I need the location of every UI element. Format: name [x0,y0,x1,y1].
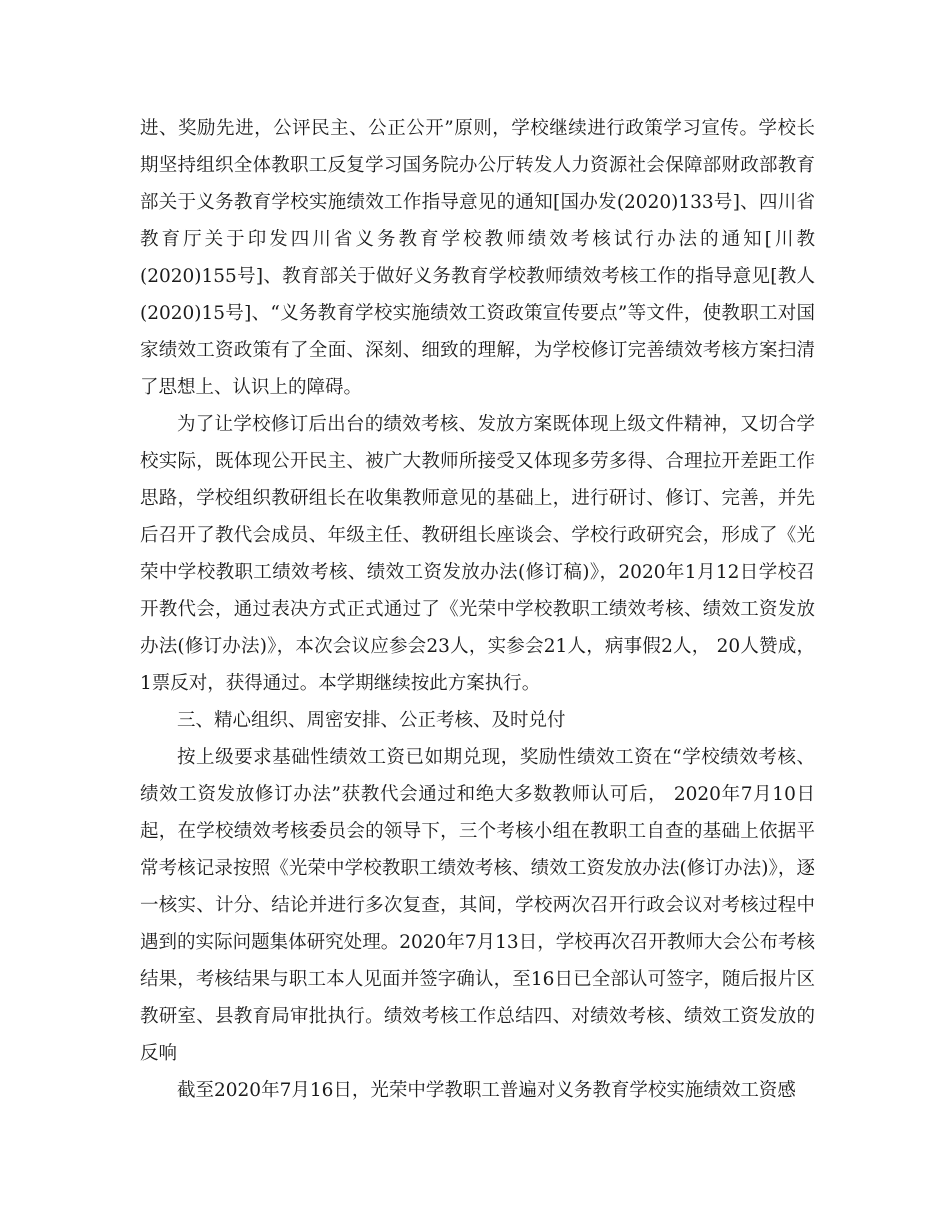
section-heading-three: 三、精心组织、周密安排、公正考核、及时兑付 [177,710,566,731]
document-page [140,110,815,1109]
paragraph-response: 截至2020年7月16日，光荣中学教职工普遍对义务教育学校实施绩效工资感 [177,1080,796,1101]
paragraph-plan-revision: 为了让学校修订后出台的绩效考核、发放方案既体现上级文件精神，又切合学校实际，既体现公开民主、被广大教师所接受又体现多劳多得、合理拉开差距工作思路，学校组织教研组长在收集教师意见的基础上，进行研讨、修订、完善，并先后召开了教代会成员、年级主任、教研组长座谈会、学校行政研究会，形成了《光荣中学校教职工绩效考核、绩效工资发放办法(修订稿)》，2020年1月12日学校召开教代会，通过表决方式正式通过了《光荣中学校教职工绩效考核、绩效工资发放办法(修订办法)》，本次会议应参会23人，实参会21人，病事假2人， 20人赞成，1票反对，获得通过。本学期继续按此方案执行。 [140,414,815,694]
paragraph-assessment-process: 按上级要求基础性绩效工资已如期兑现，奖励性绩效工资在“学校绩效考核、绩效工资发放修订办法”获教代会通过和绝大多数教师认可后， 2020年7月10日起，在学校绩效考核委员会的领导下，三个考核小组在教职工自查的基础上依据平常考核记录按照《光荣中学校教职工绩效考核、绩效工资发放办法(修订办法)》，逐一核实、计分、结论并进行多次复查，其间，学校两次召开行政会议对考核过程中遇到的实际问题集体研究处理。2020年7月13日，学校再次召开教师大会公布考核结果，考核结果与职工本人见面并签字确认，至16日已全部认可签字，随后报片区教研室、县教育局审批执行。绩效考核工作总结四、对绩效考核、绩效工资发放的反响 [140,747,815,1064]
paragraph-policy-study: 进、奖励先进，公评民主、公正公开”原则，学校继续进行政策学习宣传。学校长期坚持组织全体教职工反复学习国务院办公厅转发人力资源社会保障部财政部教育部关于义务教育学校实施绩效工作指导意见的通知[国办发(2020)133号]、四川省教育厅关于印发四川省义务教育学校教师绩效考核试行办法的通知[川教(2020)155号]、教育部关于做好义务教育学校教师绩效考核工作的指导意见[教人(2020)15号]、“义务教育学校实施绩效工资政策宣传要点”等文件，使教职工对国家绩效工资政策有了全面、深刻、细致的理解，为学校修订完善绩效考核方案扫清了思想上、认识上的障碍。 [140,118,815,398]
